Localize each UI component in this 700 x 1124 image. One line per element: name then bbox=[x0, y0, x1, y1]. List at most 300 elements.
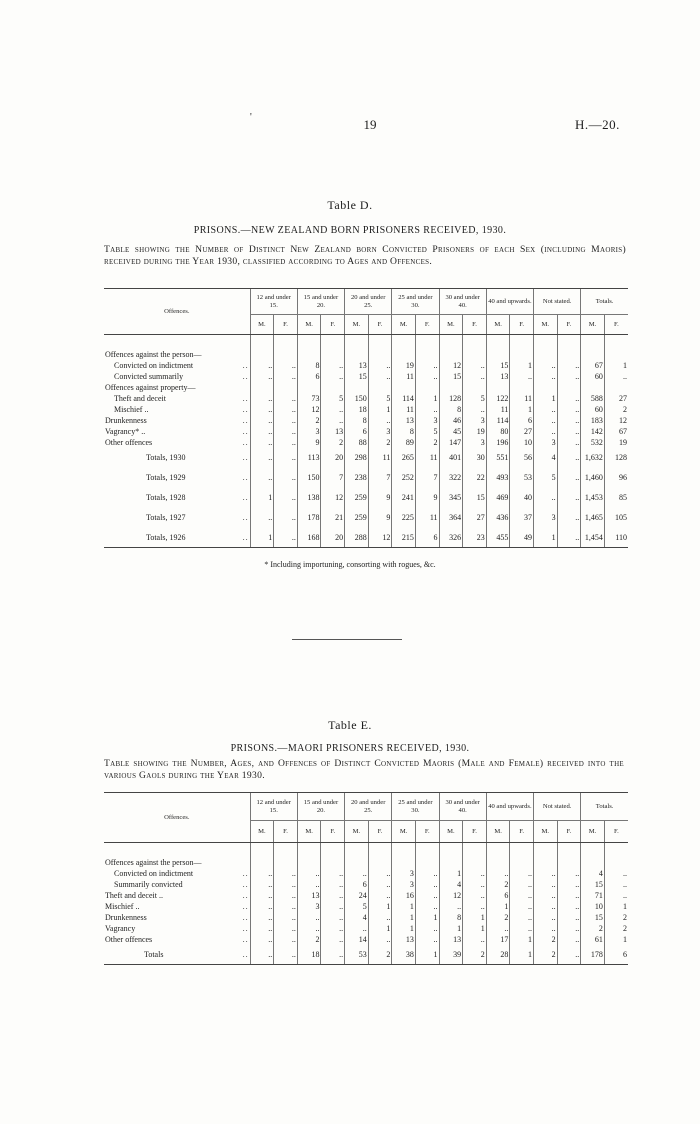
sex-header: F. bbox=[321, 315, 345, 335]
totals-cell: 6 bbox=[604, 945, 628, 965]
totals-cell: 23 bbox=[463, 528, 487, 548]
table-cell: 8 bbox=[392, 426, 416, 437]
table-cell bbox=[534, 382, 558, 393]
table-cell: .. bbox=[368, 934, 392, 945]
page-reference: H.—20. bbox=[575, 117, 620, 132]
table-cell: .. bbox=[321, 890, 345, 901]
totals-cell: 20 bbox=[321, 448, 345, 468]
row-leader: .. bbox=[242, 901, 249, 911]
table-cell: 1 bbox=[439, 923, 463, 934]
totals-cell: 3 bbox=[534, 508, 558, 528]
table-cell: .. bbox=[368, 415, 392, 426]
table-cell: .. bbox=[250, 934, 274, 945]
table-cell: .. bbox=[534, 360, 558, 371]
totals-cell: 1 bbox=[250, 488, 274, 508]
table-cell: 45 bbox=[439, 426, 463, 437]
totals-cell: 238 bbox=[345, 468, 369, 488]
age-group-header: 20 and under 25. bbox=[345, 289, 392, 315]
row-leader: .. bbox=[242, 473, 249, 482]
table-cell: 5 bbox=[463, 393, 487, 404]
table-cell bbox=[392, 857, 416, 868]
table-cell: 15 bbox=[581, 912, 605, 923]
table-cell: .. bbox=[250, 901, 274, 912]
totals-cell: 49 bbox=[510, 528, 534, 548]
table-cell: 3 bbox=[463, 437, 487, 448]
table-e-subtitle: PRISONS.—MAORI PRISONERS RECEIVED, 1930. bbox=[230, 743, 470, 754]
row-leader: .. bbox=[242, 513, 249, 522]
table-cell bbox=[415, 382, 439, 393]
table-cell: .. bbox=[557, 923, 581, 934]
totals-cell: 150 bbox=[297, 468, 321, 488]
table-cell bbox=[557, 857, 581, 868]
table-cell bbox=[392, 382, 416, 393]
table-cell: .. bbox=[534, 415, 558, 426]
table-cell: 1 bbox=[368, 901, 392, 912]
table-cell bbox=[368, 382, 392, 393]
table-cell: 1 bbox=[415, 912, 439, 923]
table-cell: .. bbox=[274, 360, 298, 371]
table-cell: .. bbox=[274, 371, 298, 382]
sex-header: F. bbox=[368, 821, 392, 843]
table-d bbox=[104, 288, 628, 548]
table-cell: .. bbox=[510, 868, 534, 879]
totals-cell: 322 bbox=[439, 468, 463, 488]
totals-cell: 21 bbox=[321, 508, 345, 528]
totals-cell: 4 bbox=[534, 448, 558, 468]
totals-cell: 259 bbox=[345, 488, 369, 508]
row-leader: .. bbox=[242, 371, 249, 381]
table-cell: .. bbox=[321, 923, 345, 934]
table-cell: 3 bbox=[534, 437, 558, 448]
totals-cell: 27 bbox=[463, 508, 487, 528]
table-cell: .. bbox=[368, 912, 392, 923]
table-cell: 15 bbox=[486, 360, 510, 371]
table-cell: .. bbox=[321, 360, 345, 371]
table-cell: .. bbox=[274, 934, 298, 945]
row-leader: .. bbox=[204, 528, 250, 548]
table-cell: .. bbox=[415, 404, 439, 415]
table-cell: 2 bbox=[534, 934, 558, 945]
table-cell: 4 bbox=[439, 879, 463, 890]
sex-header: M. bbox=[439, 821, 463, 843]
table-cell: 532 bbox=[581, 437, 605, 448]
row-label: Convicted on indictment bbox=[114, 360, 194, 370]
table-cell bbox=[534, 349, 558, 360]
table-cell: .. bbox=[415, 879, 439, 890]
row-label: Vagrancy* .. bbox=[105, 426, 146, 436]
table-cell: 67 bbox=[581, 360, 605, 371]
table-cell: 12 bbox=[297, 404, 321, 415]
table-cell: 2 bbox=[604, 912, 628, 923]
sex-header: M. bbox=[250, 315, 274, 335]
totals-cell: 178 bbox=[581, 945, 605, 965]
table-cell: 1 bbox=[604, 901, 628, 912]
totals-cell: 241 bbox=[392, 488, 416, 508]
section-divider bbox=[292, 639, 402, 640]
table-cell: 11 bbox=[510, 393, 534, 404]
totals-cell: 12 bbox=[368, 528, 392, 548]
table-cell: .. bbox=[250, 393, 274, 404]
row-leader: .. bbox=[242, 934, 249, 944]
table-cell: .. bbox=[274, 426, 298, 437]
totals-cell: 551 bbox=[486, 448, 510, 468]
totals-cell: .. bbox=[250, 945, 274, 965]
row-label: Other offences bbox=[105, 437, 153, 447]
totals-cell: 5 bbox=[534, 468, 558, 488]
table-row bbox=[104, 404, 628, 415]
totals-cell: .. bbox=[250, 508, 274, 528]
sex-header: M. bbox=[534, 821, 558, 843]
table-cell bbox=[581, 349, 605, 360]
totals-cell: .. bbox=[557, 468, 581, 488]
age-group-header: 25 and under 30. bbox=[392, 289, 439, 315]
table-cell: .. bbox=[557, 371, 581, 382]
age-group-header: 40 and upwards. bbox=[486, 793, 533, 821]
totals-cell: 1,632 bbox=[581, 448, 605, 468]
table-cell bbox=[345, 382, 369, 393]
table-cell: 11 bbox=[392, 404, 416, 415]
age-group-header: 30 and under 40. bbox=[439, 289, 486, 315]
totals-cell: .. bbox=[321, 945, 345, 965]
sex-header: F. bbox=[274, 821, 298, 843]
table-cell: 71 bbox=[581, 890, 605, 901]
table-cell: 122 bbox=[486, 393, 510, 404]
row-leader: .. bbox=[242, 393, 249, 403]
table-cell: 13 bbox=[345, 360, 369, 371]
table-cell: 80 bbox=[486, 426, 510, 437]
sex-header: M. bbox=[534, 315, 558, 335]
table-cell: .. bbox=[463, 360, 487, 371]
table-cell: 150 bbox=[345, 393, 369, 404]
totals-label: Totals, 1928 bbox=[146, 493, 186, 502]
age-group-header: Not stated. bbox=[534, 289, 581, 315]
table-cell: 2 bbox=[368, 437, 392, 448]
table-e bbox=[104, 792, 628, 965]
table-cell: .. bbox=[534, 890, 558, 901]
totals-cell: 105 bbox=[604, 508, 628, 528]
table-cell: .. bbox=[274, 912, 298, 923]
table-cell: 10 bbox=[510, 437, 534, 448]
sex-header: M. bbox=[581, 315, 605, 335]
age-group-header: Not stated. bbox=[534, 793, 581, 821]
row-label: Offences against property— bbox=[105, 382, 196, 392]
table-row bbox=[104, 349, 628, 360]
table-cell: .. bbox=[321, 934, 345, 945]
table-cell: .. bbox=[321, 415, 345, 426]
table-cell: 1 bbox=[439, 868, 463, 879]
table-cell bbox=[463, 349, 487, 360]
table-cell: 114 bbox=[486, 415, 510, 426]
table-cell: 89 bbox=[392, 437, 416, 448]
table-cell: .. bbox=[274, 415, 298, 426]
table-cell: .. bbox=[250, 923, 274, 934]
table-cell: 5 bbox=[345, 901, 369, 912]
table-cell: 11 bbox=[486, 404, 510, 415]
table-cell: .. bbox=[321, 868, 345, 879]
totals-cell: 9 bbox=[368, 488, 392, 508]
table-cell: 6 bbox=[486, 890, 510, 901]
sex-header: F. bbox=[368, 315, 392, 335]
table-cell: 1 bbox=[463, 912, 487, 923]
table-cell: .. bbox=[557, 437, 581, 448]
table-cell: .. bbox=[557, 890, 581, 901]
table-row bbox=[104, 868, 628, 879]
table-cell: 1 bbox=[392, 923, 416, 934]
table-cell: 12 bbox=[439, 890, 463, 901]
totals-cell: 1 bbox=[250, 528, 274, 548]
table-cell bbox=[321, 382, 345, 393]
row-label: Drunkenness bbox=[105, 415, 147, 425]
table-cell: .. bbox=[557, 901, 581, 912]
table-cell: .. bbox=[534, 879, 558, 890]
totals-cell: 39 bbox=[439, 945, 463, 965]
table-cell: 3 bbox=[368, 426, 392, 437]
sex-header: M. bbox=[581, 821, 605, 843]
totals-cell: 252 bbox=[392, 468, 416, 488]
table-cell bbox=[510, 349, 534, 360]
age-group-header: Totals. bbox=[581, 289, 628, 315]
table-cell: .. bbox=[415, 371, 439, 382]
table-cell bbox=[250, 857, 274, 868]
table-cell: 17 bbox=[486, 934, 510, 945]
table-cell bbox=[510, 857, 534, 868]
table-cell: .. bbox=[463, 901, 487, 912]
table-cell: 183 bbox=[581, 415, 605, 426]
row-label: Drunkenness bbox=[105, 912, 147, 922]
table-cell: .. bbox=[274, 923, 298, 934]
totals-cell: 2 bbox=[534, 945, 558, 965]
table-cell: .. bbox=[463, 868, 487, 879]
table-cell: 6 bbox=[510, 415, 534, 426]
row-leader: .. bbox=[242, 890, 249, 900]
table-cell: 5 bbox=[368, 393, 392, 404]
totals-cell: 40 bbox=[510, 488, 534, 508]
table-cell: 13 bbox=[392, 415, 416, 426]
table-cell bbox=[368, 857, 392, 868]
table-cell: .. bbox=[557, 415, 581, 426]
table-cell: 4 bbox=[581, 868, 605, 879]
table-cell: .. bbox=[415, 890, 439, 901]
table-cell: .. bbox=[250, 404, 274, 415]
table-cell bbox=[510, 382, 534, 393]
totals-cell: 1,454 bbox=[581, 528, 605, 548]
table-cell: 6 bbox=[345, 426, 369, 437]
totals-cell: .. bbox=[274, 528, 298, 548]
sex-header: M. bbox=[297, 821, 321, 843]
table-cell bbox=[486, 349, 510, 360]
totals-cell: .. bbox=[557, 508, 581, 528]
totals-cell: 259 bbox=[345, 508, 369, 528]
table-cell: .. bbox=[604, 371, 628, 382]
table-cell: .. bbox=[250, 868, 274, 879]
table-cell bbox=[557, 349, 581, 360]
table-cell: 13 bbox=[321, 426, 345, 437]
table-cell bbox=[250, 382, 274, 393]
sex-header: F. bbox=[604, 821, 628, 843]
table-cell: 3 bbox=[297, 901, 321, 912]
totals-cell: 469 bbox=[486, 488, 510, 508]
table-cell: .. bbox=[557, 912, 581, 923]
totals-row bbox=[104, 468, 628, 488]
row-leader: .. bbox=[242, 868, 249, 878]
table-cell: .. bbox=[415, 923, 439, 934]
totals-cell: .. bbox=[557, 488, 581, 508]
row-label: Summarily convicted bbox=[114, 879, 183, 889]
sex-header: M. bbox=[297, 315, 321, 335]
sex-header: F. bbox=[415, 821, 439, 843]
table-cell: .. bbox=[510, 923, 534, 934]
table-cell: 2 bbox=[486, 912, 510, 923]
sex-header: F. bbox=[510, 821, 534, 843]
sex-header: F. bbox=[463, 315, 487, 335]
table-cell bbox=[534, 857, 558, 868]
table-row bbox=[104, 382, 628, 393]
table-row bbox=[104, 879, 628, 890]
table-e-caption: Table E. bbox=[328, 718, 372, 732]
totals-cell: .. bbox=[274, 488, 298, 508]
table-cell bbox=[415, 349, 439, 360]
sex-header: M. bbox=[345, 821, 369, 843]
table-cell: 60 bbox=[581, 371, 605, 382]
table-cell: .. bbox=[321, 901, 345, 912]
stray-mark: ' bbox=[250, 112, 252, 123]
table-cell: .. bbox=[557, 426, 581, 437]
table-cell: 1 bbox=[392, 901, 416, 912]
totals-cell: 7 bbox=[321, 468, 345, 488]
table-cell: .. bbox=[368, 879, 392, 890]
table-cell: 196 bbox=[486, 437, 510, 448]
table-cell: .. bbox=[557, 879, 581, 890]
row-label: Mischief .. bbox=[114, 404, 149, 414]
totals-cell: 401 bbox=[439, 448, 463, 468]
table-cell: 27 bbox=[604, 393, 628, 404]
table-cell: 5 bbox=[415, 426, 439, 437]
row-leader: .. bbox=[242, 493, 249, 502]
totals-cell: 1,460 bbox=[581, 468, 605, 488]
totals-cell: 215 bbox=[392, 528, 416, 548]
table-cell: 19 bbox=[604, 437, 628, 448]
totals-cell: 2 bbox=[463, 945, 487, 965]
table-cell: 6 bbox=[345, 879, 369, 890]
totals-cell: 6 bbox=[415, 528, 439, 548]
totals-cell: 1,465 bbox=[581, 508, 605, 528]
totals-cell: 265 bbox=[392, 448, 416, 468]
row-leader: .. bbox=[242, 923, 249, 933]
table-cell bbox=[392, 349, 416, 360]
table-cell: 3 bbox=[415, 415, 439, 426]
totals-cell: .. bbox=[274, 945, 298, 965]
table-cell: .. bbox=[510, 371, 534, 382]
totals-cell: 9 bbox=[368, 508, 392, 528]
table-cell bbox=[581, 857, 605, 868]
table-cell: .. bbox=[510, 879, 534, 890]
sex-header: M. bbox=[250, 821, 274, 843]
totals-cell: 1 bbox=[510, 945, 534, 965]
table-row bbox=[104, 371, 628, 382]
table-row bbox=[104, 857, 628, 868]
table-cell bbox=[604, 857, 628, 868]
totals-label: Totals, 1926 bbox=[104, 528, 204, 548]
table-cell: .. bbox=[297, 879, 321, 890]
totals-cell: 37 bbox=[510, 508, 534, 528]
table-cell: 61 bbox=[581, 934, 605, 945]
table-cell: 12 bbox=[439, 360, 463, 371]
table-cell: 10 bbox=[581, 901, 605, 912]
table-cell: .. bbox=[534, 912, 558, 923]
table-cell: 1 bbox=[534, 393, 558, 404]
table-cell: .. bbox=[604, 879, 628, 890]
table-row bbox=[104, 934, 628, 945]
table-cell: 147 bbox=[439, 437, 463, 448]
table-cell: .. bbox=[250, 415, 274, 426]
table-cell: 2 bbox=[604, 923, 628, 934]
table-cell: .. bbox=[368, 868, 392, 879]
age-group-header: 25 and under 30. bbox=[392, 793, 439, 821]
sex-header: F. bbox=[463, 821, 487, 843]
totals-label: Totals, 1930 bbox=[146, 453, 186, 462]
table-cell bbox=[321, 349, 345, 360]
table-cell: 1 bbox=[510, 360, 534, 371]
table-cell bbox=[604, 349, 628, 360]
table-cell: 1 bbox=[392, 912, 416, 923]
row-label: Convicted summarily bbox=[114, 371, 184, 381]
table-cell bbox=[557, 382, 581, 393]
table-cell: 1 bbox=[604, 360, 628, 371]
table-cell: .. bbox=[250, 912, 274, 923]
sex-header: F. bbox=[274, 315, 298, 335]
sex-header: M. bbox=[439, 315, 463, 335]
table-cell: 3 bbox=[392, 879, 416, 890]
table-cell: .. bbox=[297, 868, 321, 879]
table-cell bbox=[345, 349, 369, 360]
totals-cell: 96 bbox=[604, 468, 628, 488]
table-cell: 13 bbox=[486, 371, 510, 382]
totals-cell: 113 bbox=[297, 448, 321, 468]
table-cell: .. bbox=[486, 923, 510, 934]
table-cell: .. bbox=[345, 923, 369, 934]
totals-cell: 1,453 bbox=[581, 488, 605, 508]
table-row bbox=[104, 890, 628, 901]
table-cell: 1 bbox=[510, 404, 534, 415]
table-cell bbox=[297, 857, 321, 868]
totals-cell: 85 bbox=[604, 488, 628, 508]
totals-cell: 12 bbox=[321, 488, 345, 508]
table-cell: 1 bbox=[368, 404, 392, 415]
table-d-caption: Table D. bbox=[327, 198, 373, 212]
row-label: Other offences bbox=[105, 934, 153, 944]
table-cell: 1 bbox=[463, 923, 487, 934]
table-cell: 588 bbox=[581, 393, 605, 404]
table-cell bbox=[274, 382, 298, 393]
table-cell: .. bbox=[463, 371, 487, 382]
table-cell: .. bbox=[250, 437, 274, 448]
table-cell: 15 bbox=[439, 371, 463, 382]
table-cell: .. bbox=[534, 901, 558, 912]
table-cell: .. bbox=[557, 868, 581, 879]
totals-cell: .. bbox=[250, 448, 274, 468]
row-label: Convicted on indictment bbox=[114, 868, 194, 878]
table-cell: .. bbox=[274, 890, 298, 901]
table-cell bbox=[604, 382, 628, 393]
totals-cell: .. bbox=[274, 508, 298, 528]
table-cell: 13 bbox=[439, 934, 463, 945]
totals-cell: .. bbox=[557, 945, 581, 965]
totals-cell: 11 bbox=[415, 448, 439, 468]
table-cell: 1 bbox=[486, 901, 510, 912]
table-row bbox=[104, 415, 628, 426]
table-cell: 14 bbox=[345, 934, 369, 945]
totals-row bbox=[104, 488, 628, 508]
